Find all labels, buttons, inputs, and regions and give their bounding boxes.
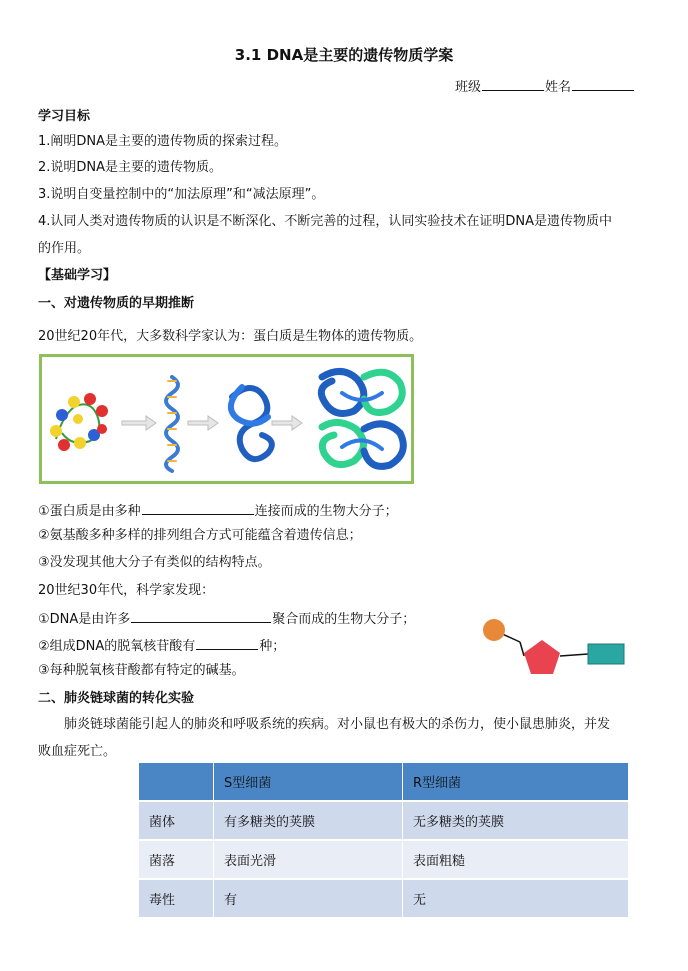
objective-2: 2.说明DNA是主要的遗传物质。 <box>38 160 223 175</box>
base-rectangle <box>588 644 624 664</box>
table-header-row <box>139 763 629 801</box>
protein-point-3: ③没发现其他大分子有类似的结构特点。 <box>38 555 271 570</box>
dna-point-2-blank[interactable] <box>196 636 258 650</box>
deoxyribose-pentagon <box>524 640 560 674</box>
dna-point-1 <box>38 609 415 629</box>
table-cell: 无 <box>403 879 629 918</box>
bacteria-comparison-table <box>139 763 629 919</box>
table-cell: 无多糖类的荚膜 <box>403 801 629 840</box>
basic-heading: 【基础学习】 <box>38 268 117 283</box>
protein-point-1-pre: ①蛋白质是由多种 <box>38 504 141 519</box>
table-cell: 有 <box>214 879 403 918</box>
arrow-1 <box>122 416 156 430</box>
table-cell: 表面粗糙 <box>403 840 629 879</box>
protein-point-1-blank[interactable] <box>142 501 254 515</box>
protein-point-2: ②氨基酸多种多样的排列组合方式可能蕴含着遗传信息； <box>38 528 362 543</box>
table-cell: 菌落 <box>139 840 214 879</box>
tertiary-fold <box>231 387 272 459</box>
class-blank[interactable] <box>482 77 544 91</box>
objective-3: 3.说明自变量控制中的“加法原理”和“减法原理”。 <box>38 187 325 202</box>
dna-point-1-post: 聚合而成的生物大分子； <box>272 612 416 627</box>
header-fields <box>455 76 635 95</box>
section2-para-line1: 肺炎链球菌能引起人的肺炎和呼吸系统的疾病。对小鼠也有极大的杀伤力，使小鼠患肺炎，并发 <box>64 717 611 732</box>
section1-intro: 20世纪20年代，大多数科学家认为：蛋白质是生物体的遗传物质。 <box>38 329 423 344</box>
section1-heading: 一、对遗传物质的早期推断 <box>38 296 195 311</box>
table-cell: 菌体 <box>139 801 214 840</box>
table-row <box>139 801 629 840</box>
table-header-cell: R型细菌 <box>403 763 629 801</box>
dna-point-1-blank[interactable] <box>131 609 271 623</box>
nucleotide-diagram <box>476 612 632 686</box>
table-cell: 有多糖类的荚膜 <box>214 801 403 840</box>
section2-para-line2: 败血症死亡。 <box>38 744 117 759</box>
table-row <box>139 840 629 879</box>
objective-1: 1.阐明DNA是主要的遗传物质的探索过程。 <box>38 134 288 149</box>
dna-point-1-pre: ①DNA是由许多 <box>38 612 131 627</box>
phosphate-circle <box>483 619 505 641</box>
phosphate-bond-2 <box>520 642 524 656</box>
protein-point-1-post: 连接而成的生物大分子； <box>254 504 398 519</box>
arrow-2 <box>188 416 218 430</box>
table-header-cell <box>139 763 214 801</box>
base-bond <box>560 654 588 656</box>
table-row <box>139 879 629 918</box>
alpha-helix <box>166 377 178 471</box>
table-cell: 表面光滑 <box>214 840 403 879</box>
table-header-cell: S型细菌 <box>214 763 403 801</box>
protein-folding-illustration <box>42 357 411 481</box>
protein-point-1 <box>38 501 398 521</box>
protein-structure-figure <box>39 354 414 484</box>
objectives-heading: 学习目标 <box>38 109 91 124</box>
dna-point-2-post: 种； <box>259 639 286 654</box>
section1-intro2: 20世纪30年代，科学家发现： <box>38 583 215 598</box>
amino-acid-beads <box>50 393 108 451</box>
dna-point-2-pre: ②组成DNA的脱氧核苷酸有 <box>38 639 196 654</box>
dna-point-3: ③每种脱氧核苷酸都有特定的碱基。 <box>38 663 245 678</box>
dna-point-2 <box>38 636 285 656</box>
objective-4-cont: 的作用。 <box>38 241 91 256</box>
name-label: 姓名 <box>545 80 572 95</box>
section2-heading: 二、肺炎链球菌的转化实验 <box>38 691 195 706</box>
name-blank[interactable] <box>572 77 634 91</box>
arrow-3 <box>272 416 302 430</box>
table-cell: 毒性 <box>139 879 214 918</box>
objective-4: 4.认同人类对遗传物质的认识是不断深化、不断完善的过程，认同实验技术在证明DNA是遗传物质中 <box>38 214 613 229</box>
page-title: 3.1 DNA是主要的遗传物质学案 <box>234 46 454 64</box>
quaternary-structure <box>321 371 403 466</box>
class-label: 班级 <box>455 80 482 95</box>
